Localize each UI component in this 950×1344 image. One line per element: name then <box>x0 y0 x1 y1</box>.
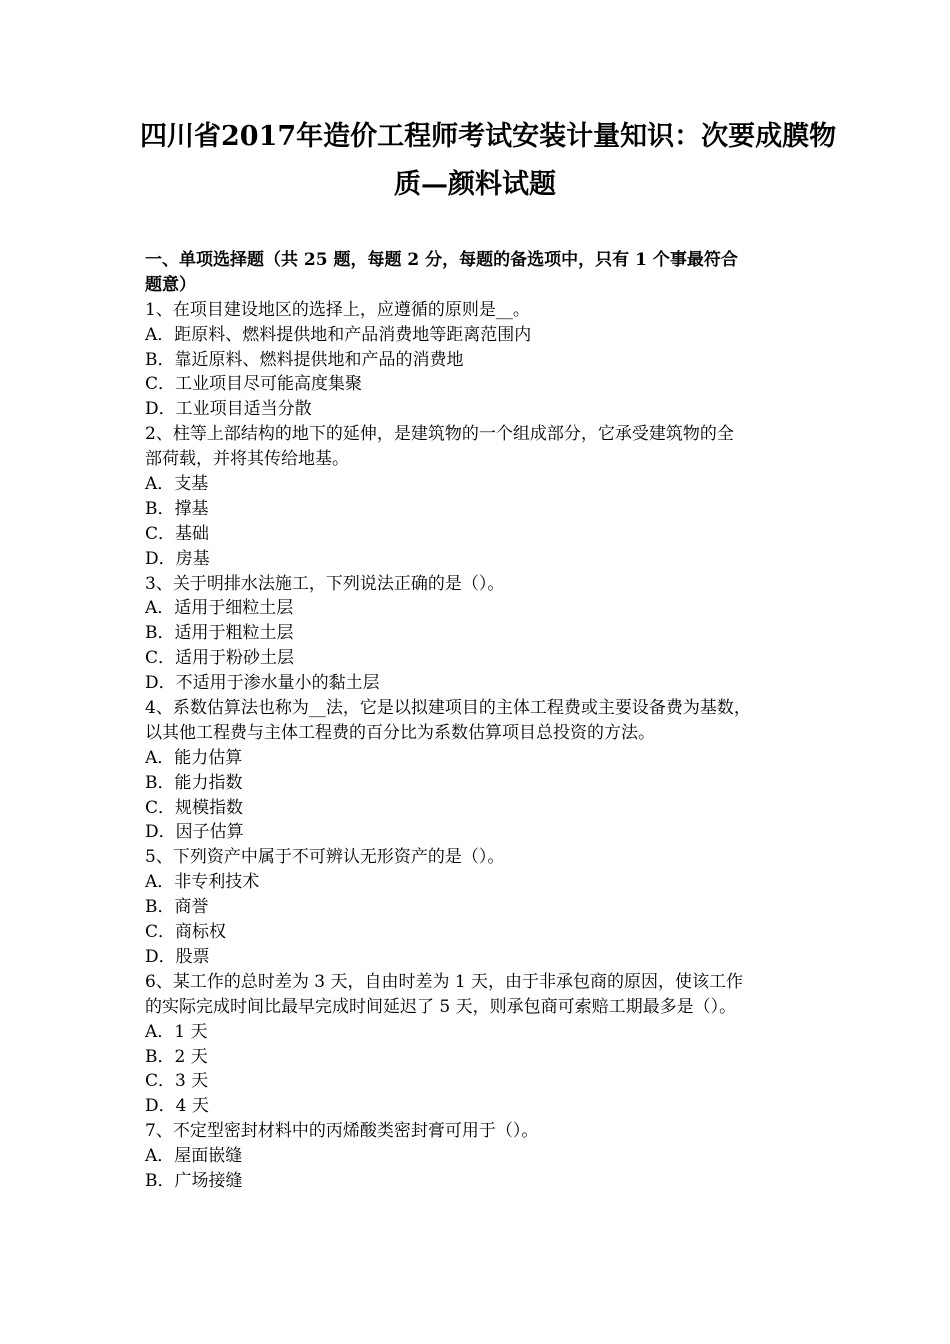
title-line-2: 质—颜料试题 <box>394 169 556 200</box>
question-stem: 6、某工作的总时差为 3 天，自由时差为 1 天，由于非承包商的原因，使该工作 <box>145 971 744 992</box>
question-stem: 5、下列资产中属于不可辨认无形资产的是（）。 <box>145 847 505 868</box>
question-option: A．1 天 <box>145 1021 208 1042</box>
question-option: C．规模指数 <box>145 797 244 818</box>
question-stem-continued: 的实际完成时间比最早完成时间延迟了 5 天，则承包商可索赔工期最多是（）。 <box>145 996 737 1017</box>
question-option: D．4 天 <box>145 1096 209 1117</box>
question-option: D．股票 <box>145 946 210 967</box>
question-option: B．能力指数 <box>145 772 243 793</box>
title-line-1: 四川省2017年造价工程师考试安装计量知识：次要成膜物 <box>140 121 837 152</box>
question-option: A．适用于细粒土层 <box>145 598 294 619</box>
question-option: D．工业项目适当分散 <box>145 399 312 420</box>
section-heading-continued: 题意） <box>145 274 196 295</box>
question-option: B．2 天 <box>145 1046 208 1067</box>
question-option: D．不适用于渗水量小的黏土层 <box>145 673 380 694</box>
question-stem: 2、柱等上部结构的地下的延伸，是建筑物的一个组成部分，它承受建筑物的全 <box>145 424 734 445</box>
question-option: C．适用于粉砂土层 <box>145 648 295 669</box>
question-stem-continued: 部荷载，并将其传给地基。 <box>145 449 349 470</box>
question-option: B．广场接缝 <box>145 1170 243 1191</box>
section-heading: 一、单项选择题（共 25 题，每题 2 分，每题的备选项中，只有 1 个事最符合 <box>145 250 738 270</box>
question-stem: 7、不定型密封材料中的丙烯酸类密封膏可用于（）。 <box>145 1121 539 1142</box>
question-option: D．房基 <box>145 548 210 569</box>
question-option: A．屋面嵌缝 <box>145 1146 243 1167</box>
question-option: D．因子估算 <box>145 822 244 843</box>
question-stem: 3、关于明排水法施工，下列说法正确的是（）。 <box>145 573 505 594</box>
question-option: B．靠近原料、燃料提供地和产品的消费地 <box>145 349 464 370</box>
document-title <box>140 113 837 209</box>
question-stem: 4、系数估算法也称为__法，它是以拟建项目的主体工程费或主要设备费为基数， <box>145 698 751 719</box>
question-stem: 1、在项目建设地区的选择上，应遵循的原则是__。 <box>145 299 530 320</box>
question-option: B．商誉 <box>145 897 209 918</box>
question-stem-continued: 以其他工程费与主体工程费的百分比为系数估算项目总投资的方法。 <box>145 722 655 743</box>
question-option: A．距原料、燃料提供地和产品消费地等距离范围内 <box>145 324 532 345</box>
question-option: B．撑基 <box>145 498 209 519</box>
question-option: C．基础 <box>145 523 210 544</box>
question-option: C．3 天 <box>145 1071 209 1092</box>
question-option: A．能力估算 <box>145 747 243 768</box>
question-option: C．商标权 <box>145 922 227 943</box>
question-option: A．支基 <box>145 474 209 495</box>
document-body <box>145 248 810 1194</box>
question-option: C．工业项目尽可能高度集聚 <box>145 374 363 395</box>
question-option: A．非专利技术 <box>145 872 260 893</box>
question-option: B．适用于粗粒土层 <box>145 623 294 644</box>
